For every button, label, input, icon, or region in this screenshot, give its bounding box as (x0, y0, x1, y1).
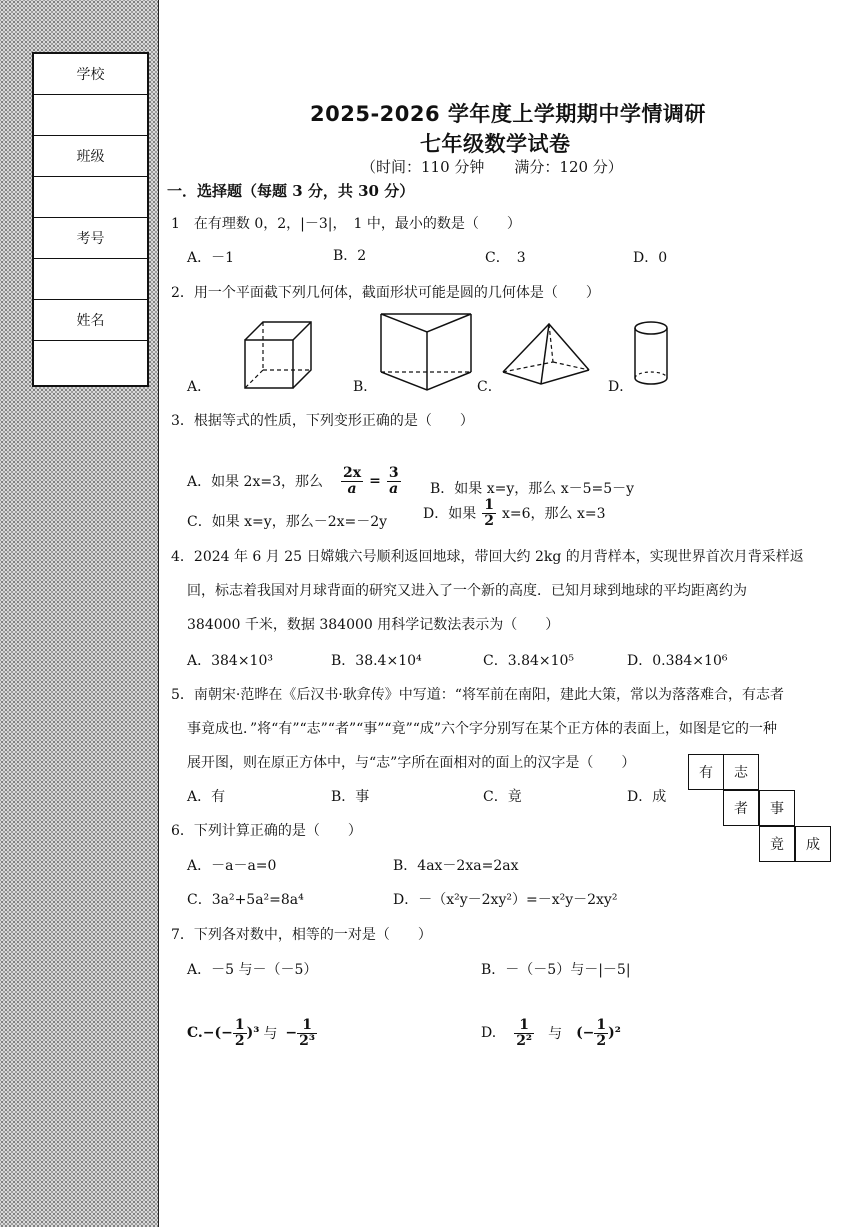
q3-option-a (187, 466, 401, 496)
q7-option-d (481, 1018, 621, 1048)
q7-c-frac-1: $\frac{1}{2}$ (234, 1017, 245, 1049)
class-field[interactable] (34, 177, 147, 218)
q2-label-d: D． (608, 379, 634, 395)
q4-option-c: C．3.84×10⁵ (483, 653, 575, 669)
q4-line-2: 回，标志着我国对月球背面的研究又进入了一个新的高度．已知月球到地球的平均距离约为 (187, 583, 747, 599)
q1-stem: 1 在有理数 0，2，|－3|， 1 中，最小的数是（ ） (171, 216, 521, 232)
q4-line-3: 384000 千米，数据 384000 用科学记数法表示为（ ） (187, 617, 560, 633)
q4-line-1: 4．2024 年 6 月 25 日嫦娥六号顺利返回地球，带回大约 2kg 的月背样本，实现世界首次月背采样返 (171, 549, 804, 565)
q7-d-expr-open: (− (576, 1025, 595, 1042)
cylinder-figure (633, 320, 673, 388)
q5-option-b: B．事 (331, 789, 370, 805)
q6-option-c: C．3a²+5a²=8a⁴ (187, 892, 304, 908)
q3-d-frac-num: 1 (484, 497, 494, 513)
q7-d-frac-2: $\frac{1}{2}$ (596, 1017, 607, 1049)
q1-option-c: C． 3 (485, 250, 526, 266)
q6-option-b: B．4ax－2xa=2ax (393, 858, 519, 874)
net-cell-jing: 竟 (759, 826, 795, 862)
q7-d-frac-1: $\frac{1}{\text{2²}}$ (516, 1017, 533, 1049)
q7-d-expr-close: )² (608, 1025, 621, 1042)
student-info-table (32, 52, 149, 387)
q3-a-frac1-num: 2x (343, 465, 362, 481)
prism-figure (379, 312, 475, 392)
q3-a-frac2-den: a (389, 480, 399, 497)
q3-option-c: C．如果 x=y，那么－2x=－2y (187, 514, 388, 530)
q5-option-a: A．有 (187, 789, 226, 805)
q7-c-and: 与 (263, 1026, 278, 1043)
q3-a-text: A．如果 2x=3，那么 (187, 474, 324, 491)
net-cell-zhi: 志 (723, 754, 759, 790)
net-cell-you: 有 (688, 754, 724, 790)
q1-option-b: B．2 (333, 248, 367, 264)
q6-stem: 6．下列计算正确的是（ ） (171, 823, 362, 839)
q7-c-expr-1: −(− (202, 1025, 233, 1042)
q6-option-d: D．－（x²y－2xy²）=－x²y－2xy² (393, 892, 618, 908)
school-field[interactable] (34, 95, 147, 136)
exam-number-label: 考号 (34, 218, 147, 259)
q2-stem: 2．用一个平面截下列几何体，截面形状可能是圆的几何体是（ ） (171, 285, 600, 301)
q4-option-a: A．384×10³ (187, 653, 273, 669)
q5-line-1: 5．南朝宋·范晔在《后汉书·耿弇传》中写道：“将军前在南阳，建此大策，常以为落落难合，有志者 (171, 687, 784, 703)
net-cell-cheng: 成 (795, 826, 831, 862)
q7-option-b: B．－（－5）与－|－5| (481, 962, 631, 978)
q5-option-c: C．竟 (483, 789, 522, 805)
section-heading: 一．选择题（每题 3 分，共 30 分） (167, 182, 415, 200)
net-cell-zhe: 者 (723, 790, 759, 826)
exam-meta: （时间：110 分钟 满分：120 分） (361, 158, 623, 176)
q7-d-label: D. (481, 1025, 497, 1042)
q3-stem: 3．根据等式的性质，下列变形正确的是（ ） (171, 413, 474, 429)
q4-option-b: B．38.4×10⁴ (331, 653, 422, 669)
q7-c-minus: − (285, 1025, 298, 1042)
q1-option-d: D．0 (633, 250, 668, 266)
pyramid-figure (501, 322, 593, 388)
net-cell-shi: 事 (759, 790, 795, 826)
q3-option-b: B．如果 x=y，那么 x－5=5－y (430, 481, 635, 497)
school-label: 学校 (34, 54, 147, 95)
q7-c-frac-2: $\frac{1}{\text{2³}}$ (299, 1017, 315, 1049)
q5-line-2: 事竟成也．”将“有”“志”“者”“事”“竟”“成”六个字分别写在某个正方体的表面上，如图是它的一种 (187, 721, 778, 737)
q3-a-fraction-1 (341, 466, 363, 496)
q3-d-fraction (482, 498, 496, 528)
q2-label-a: A． (187, 379, 212, 395)
q3-a-fraction-2 (387, 466, 401, 496)
q3-d-text-post: x=6，那么 x=3 (501, 506, 606, 523)
q7-c-expr-1-tail: )³ (246, 1025, 260, 1042)
q3-a-frac2-num: 3 (388, 465, 399, 481)
name-field[interactable] (34, 341, 147, 385)
q7-option-a: A．－5 与－（－5） (187, 962, 318, 978)
q7-option-c (187, 1018, 317, 1048)
q5-line-3: 展开图，则在原正方体中，与“志”字所在面相对的面上的汉字是（ ） (187, 755, 636, 771)
binding-strip (0, 0, 159, 1227)
q1-option-a: A．－1 (187, 250, 235, 266)
exam-number-field[interactable] (34, 259, 147, 300)
exam-subtitle: 七年级数学试卷 (420, 132, 571, 156)
q3-a-equals: = (369, 473, 381, 490)
class-label: 班级 (34, 136, 147, 177)
cube-figure (243, 320, 313, 390)
q6-option-a: A．－a－a=0 (187, 858, 277, 874)
q2-label-b: B． (353, 379, 378, 395)
q3-a-frac1-den: a (347, 480, 357, 497)
exam-title: 2025-2026 学年度上学期期中学情调研 (310, 102, 706, 126)
q3-option-d (423, 498, 606, 528)
q3-d-text: D．如果 (423, 506, 477, 523)
q3-d-frac-den: 2 (484, 512, 494, 529)
q2-label-c: C． (477, 379, 502, 395)
q7-c-label: C. (187, 1025, 203, 1042)
name-label: 姓名 (34, 300, 147, 341)
q5-option-d: D．成 (627, 789, 667, 805)
q7-stem: 7．下列各对数中，相等的一对是（ ） (171, 927, 432, 943)
q4-option-d: D．0.384×10⁶ (627, 653, 728, 669)
q7-d-and: 与 (548, 1026, 563, 1043)
